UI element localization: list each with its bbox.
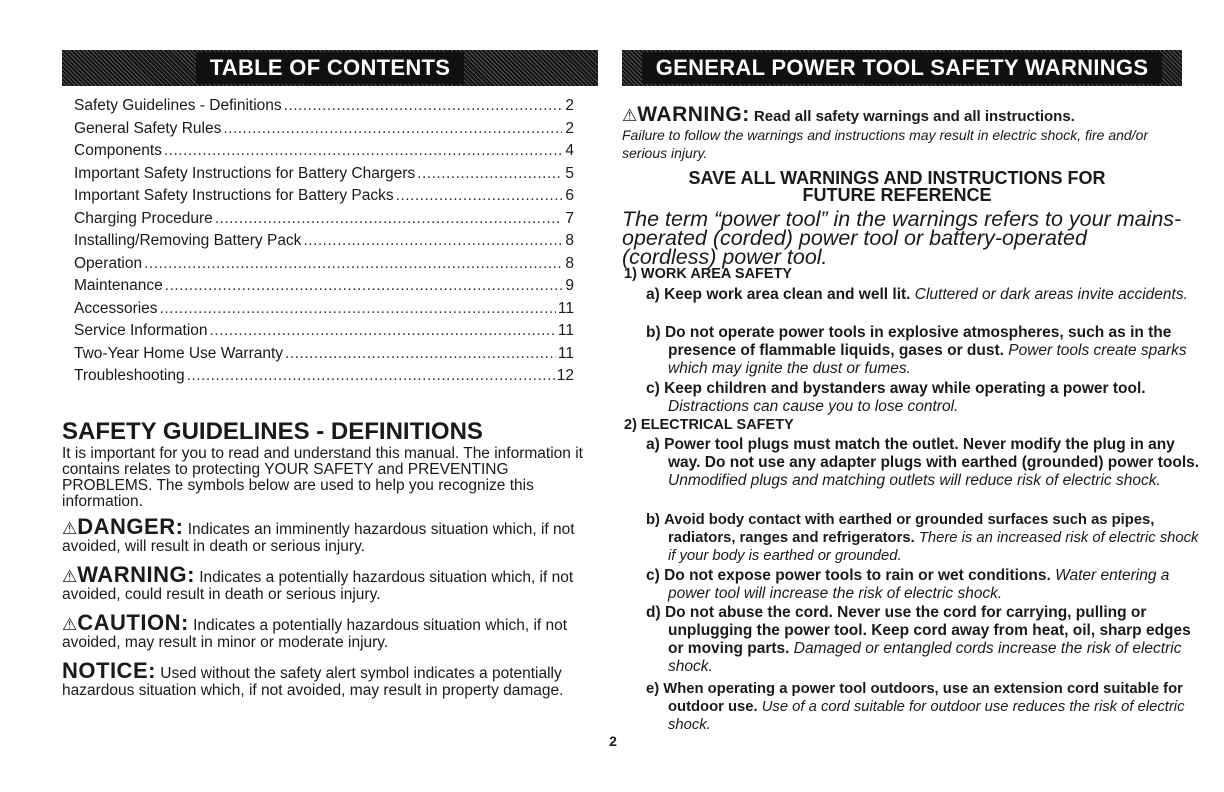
toc-leader (165, 275, 562, 298)
toc-entry (74, 275, 574, 298)
notice-text: Used without the safety alert symbol indicates a potentially hazardous situation which, if not avoided, may result in property damage. (62, 665, 564, 699)
caution-signal-word: CAUTION: (77, 610, 189, 635)
danger-signal-word: DANGER: (77, 514, 184, 539)
toc-entry-page: 9 (565, 277, 574, 294)
toc-entry-title: Charging Procedure (74, 209, 213, 227)
safety-rule-item (646, 511, 1202, 565)
toc-leader (284, 95, 562, 118)
general-warning-consequence: Failure to follow the warnings and instructions may result in electric shock, fire and/or serious injury. (622, 127, 1149, 161)
definitions-title: SAFETY GUIDELINES - DEFINITIONS (62, 418, 483, 445)
power-tool-term-definition: The term “power tool” in the warnings refers to your mains-operated (corded) power tool or battery-operated (cordless) power tool. (622, 207, 1182, 269)
save-instructions-line-2: FUTURE REFERENCE (802, 185, 992, 205)
safety-rule-item (646, 380, 1202, 416)
electrical-safety-heading: 2) ELECTRICAL SAFETY (624, 417, 794, 433)
table-of-contents (74, 95, 574, 388)
alert-triangle-icon: ⚠ (62, 615, 78, 634)
rule-statement: Do not operate power tools in explosive atmospheres, such as in the presence of flammable liquids, gases or dust. (664, 324, 1172, 359)
toc-entry (74, 208, 574, 231)
safety-rule-item (646, 567, 1202, 603)
notice-signal-word: NOTICE: (62, 658, 156, 683)
rule-label: a) (646, 436, 660, 453)
toc-leader (187, 365, 555, 388)
toc-entry-title: Safety Guidelines - Definitions (74, 97, 282, 114)
toc-entry (74, 230, 574, 253)
rule-label: e) (646, 681, 660, 697)
safety-rule-item (646, 604, 1202, 676)
toc-entry (74, 343, 574, 366)
safety-rule-item (646, 324, 1202, 378)
safety-rule-item (646, 436, 1202, 490)
save-instructions-heading (622, 170, 1172, 204)
toc-banner-title: TABLE OF CONTENTS (196, 52, 465, 84)
toc-entry (74, 163, 574, 186)
toc-leader (160, 298, 556, 321)
toc-entry-title: Accessories (74, 299, 158, 317)
toc-leader (396, 185, 562, 208)
toc-banner (62, 50, 598, 86)
rule-explanation: Use of a cord suitable for outdoor use reduces the risk of electric shock. (668, 699, 1185, 733)
caution-definition (62, 610, 602, 651)
rule-explanation: Water entering a power tool will increase the risk of electric shock. (668, 567, 1170, 602)
rule-explanation: Distractions can cause you to lose control. (668, 398, 959, 415)
rule-statement: When operating a power tool outdoors, use an extension cord suitable for outdoor use. (663, 681, 1183, 715)
toc-entry-page: 11 (557, 299, 574, 317)
rule-label: b) (646, 512, 660, 528)
warning-definition (62, 562, 602, 603)
toc-entry-page: 2 (565, 97, 574, 114)
toc-entry (74, 320, 574, 343)
rule-explanation: Cluttered or dark areas invite accidents. (914, 286, 1188, 303)
save-instructions-line-1: SAVE ALL WARNINGS AND INSTRUCTIONS FOR (688, 168, 1106, 188)
alert-triangle-icon: ⚠ (62, 567, 78, 586)
rule-statement: Keep work area clean and well lit. (664, 286, 911, 303)
toc-entry-page: 8 (565, 232, 574, 249)
warning-text: Indicates a potentially hazardous situation which, if not avoided, could result in death or serious injury. (62, 569, 574, 603)
rule-explanation: Power tools create sparks which may ignite the dust or fumes. (668, 342, 1187, 377)
toc-entry (74, 298, 574, 321)
toc-entry-page: 7 (565, 209, 574, 227)
definitions-intro: It is important for you to read and understand this manual. The information it contains relates to protecting YOUR SAFETY and PREVENTING PROBLEMS. The symbols below are used to help you recognize this information. (62, 445, 583, 510)
warning-signal-word: WARNING: (77, 562, 195, 587)
danger-definition (62, 514, 602, 555)
page-number: 2 (609, 733, 617, 749)
toc-entry-title: Maintenance (74, 277, 163, 294)
toc-entry-page: 5 (565, 164, 574, 182)
toc-leader (144, 253, 562, 276)
general-warning-signal-word: WARNING: (637, 103, 750, 126)
toc-entry (74, 118, 574, 141)
general-warnings-banner-title: GENERAL POWER TOOL SAFETY WARNINGS (642, 52, 1163, 84)
toc-entry (74, 95, 574, 118)
alert-triangle-icon: ⚠ (62, 519, 78, 538)
alert-triangle-icon: ⚠ (622, 106, 638, 125)
toc-entry-title: Important Safety Instructions for Battery Chargers (74, 164, 416, 182)
toc-leader (417, 163, 562, 186)
notice-definition (62, 658, 602, 699)
toc-leader (223, 118, 562, 141)
toc-entry-title: Components (74, 142, 162, 159)
rule-label: b) (646, 324, 661, 341)
toc-entry-page: 11 (557, 344, 574, 362)
toc-entry-title: Operation (74, 254, 143, 272)
toc-entry-title: Installing/Removing Battery Pack (74, 232, 302, 249)
rule-explanation: Unmodified plugs and matching outlets will reduce risk of electric shock. (668, 472, 1161, 489)
rule-explanation: Damaged or entangled cords increase the risk of electric shock. (668, 640, 1182, 675)
toc-leader (164, 140, 562, 163)
toc-entry (74, 365, 574, 388)
rule-statement: Keep children and bystanders away while operating a power tool. (664, 380, 1146, 397)
rule-statement: Power tool plugs must match the outlet. Never modify the plug in any way. Do not use any adapter plugs with earthed (grounded) power tools. (664, 436, 1200, 471)
toc-entry-title: Important Safety Instructions for Battery Packs (74, 187, 394, 204)
toc-leader (215, 208, 562, 231)
rule-label: c) (646, 380, 660, 397)
rule-statement: Avoid body contact with earthed or grounded surfaces such as pipes, radiators, ranges and refrigerators. (664, 512, 1155, 546)
toc-leader (210, 320, 556, 343)
rule-label: a) (646, 286, 660, 303)
toc-entry-title: Two-Year Home Use Warranty (74, 344, 284, 362)
danger-text: Indicates an imminently hazardous situation which, if not avoided, will result in death or serious injury. (62, 521, 575, 555)
general-warning-heading (622, 103, 1075, 127)
toc-entry (74, 140, 574, 163)
rule-explanation: There is an increased risk of electric shock if your body is earthed or grounded. (668, 530, 1199, 564)
toc-entry (74, 253, 574, 276)
toc-entry-page: 11 (557, 322, 574, 339)
toc-entry-page: 4 (565, 142, 574, 159)
general-warning-instruction: Read all safety warnings and all instructions. (753, 108, 1075, 125)
general-warnings-banner (622, 50, 1182, 86)
toc-entry-page: 2 (565, 119, 574, 137)
toc-entry-title: Troubleshooting (74, 367, 185, 384)
rule-statement: Do not expose power tools to rain or wet conditions. (664, 567, 1051, 584)
rule-label: d) (646, 604, 661, 621)
toc-leader (285, 343, 556, 366)
rule-statement: Do not abuse the cord. Never use the cord for carrying, pulling or unplugging the power tool. Keep cord away from heat, oil, sharp edges or moving parts. (664, 604, 1191, 657)
toc-entry-page: 12 (556, 367, 574, 384)
toc-entry-title: Service Information (74, 322, 208, 339)
rule-label: c) (646, 567, 660, 584)
toc-entry-page: 8 (565, 254, 574, 272)
work-area-safety-heading: 1) WORK AREA SAFETY (624, 266, 793, 282)
toc-leader (303, 230, 562, 253)
toc-entry-page: 6 (565, 187, 574, 204)
safety-rule-item (646, 286, 1202, 304)
toc-entry (74, 185, 574, 208)
caution-text: Indicates a potentially hazardous situation which, if not avoided, may result in minor or moderate injury. (62, 617, 568, 651)
safety-rule-item (646, 680, 1202, 734)
toc-entry-title: General Safety Rules (74, 119, 222, 137)
